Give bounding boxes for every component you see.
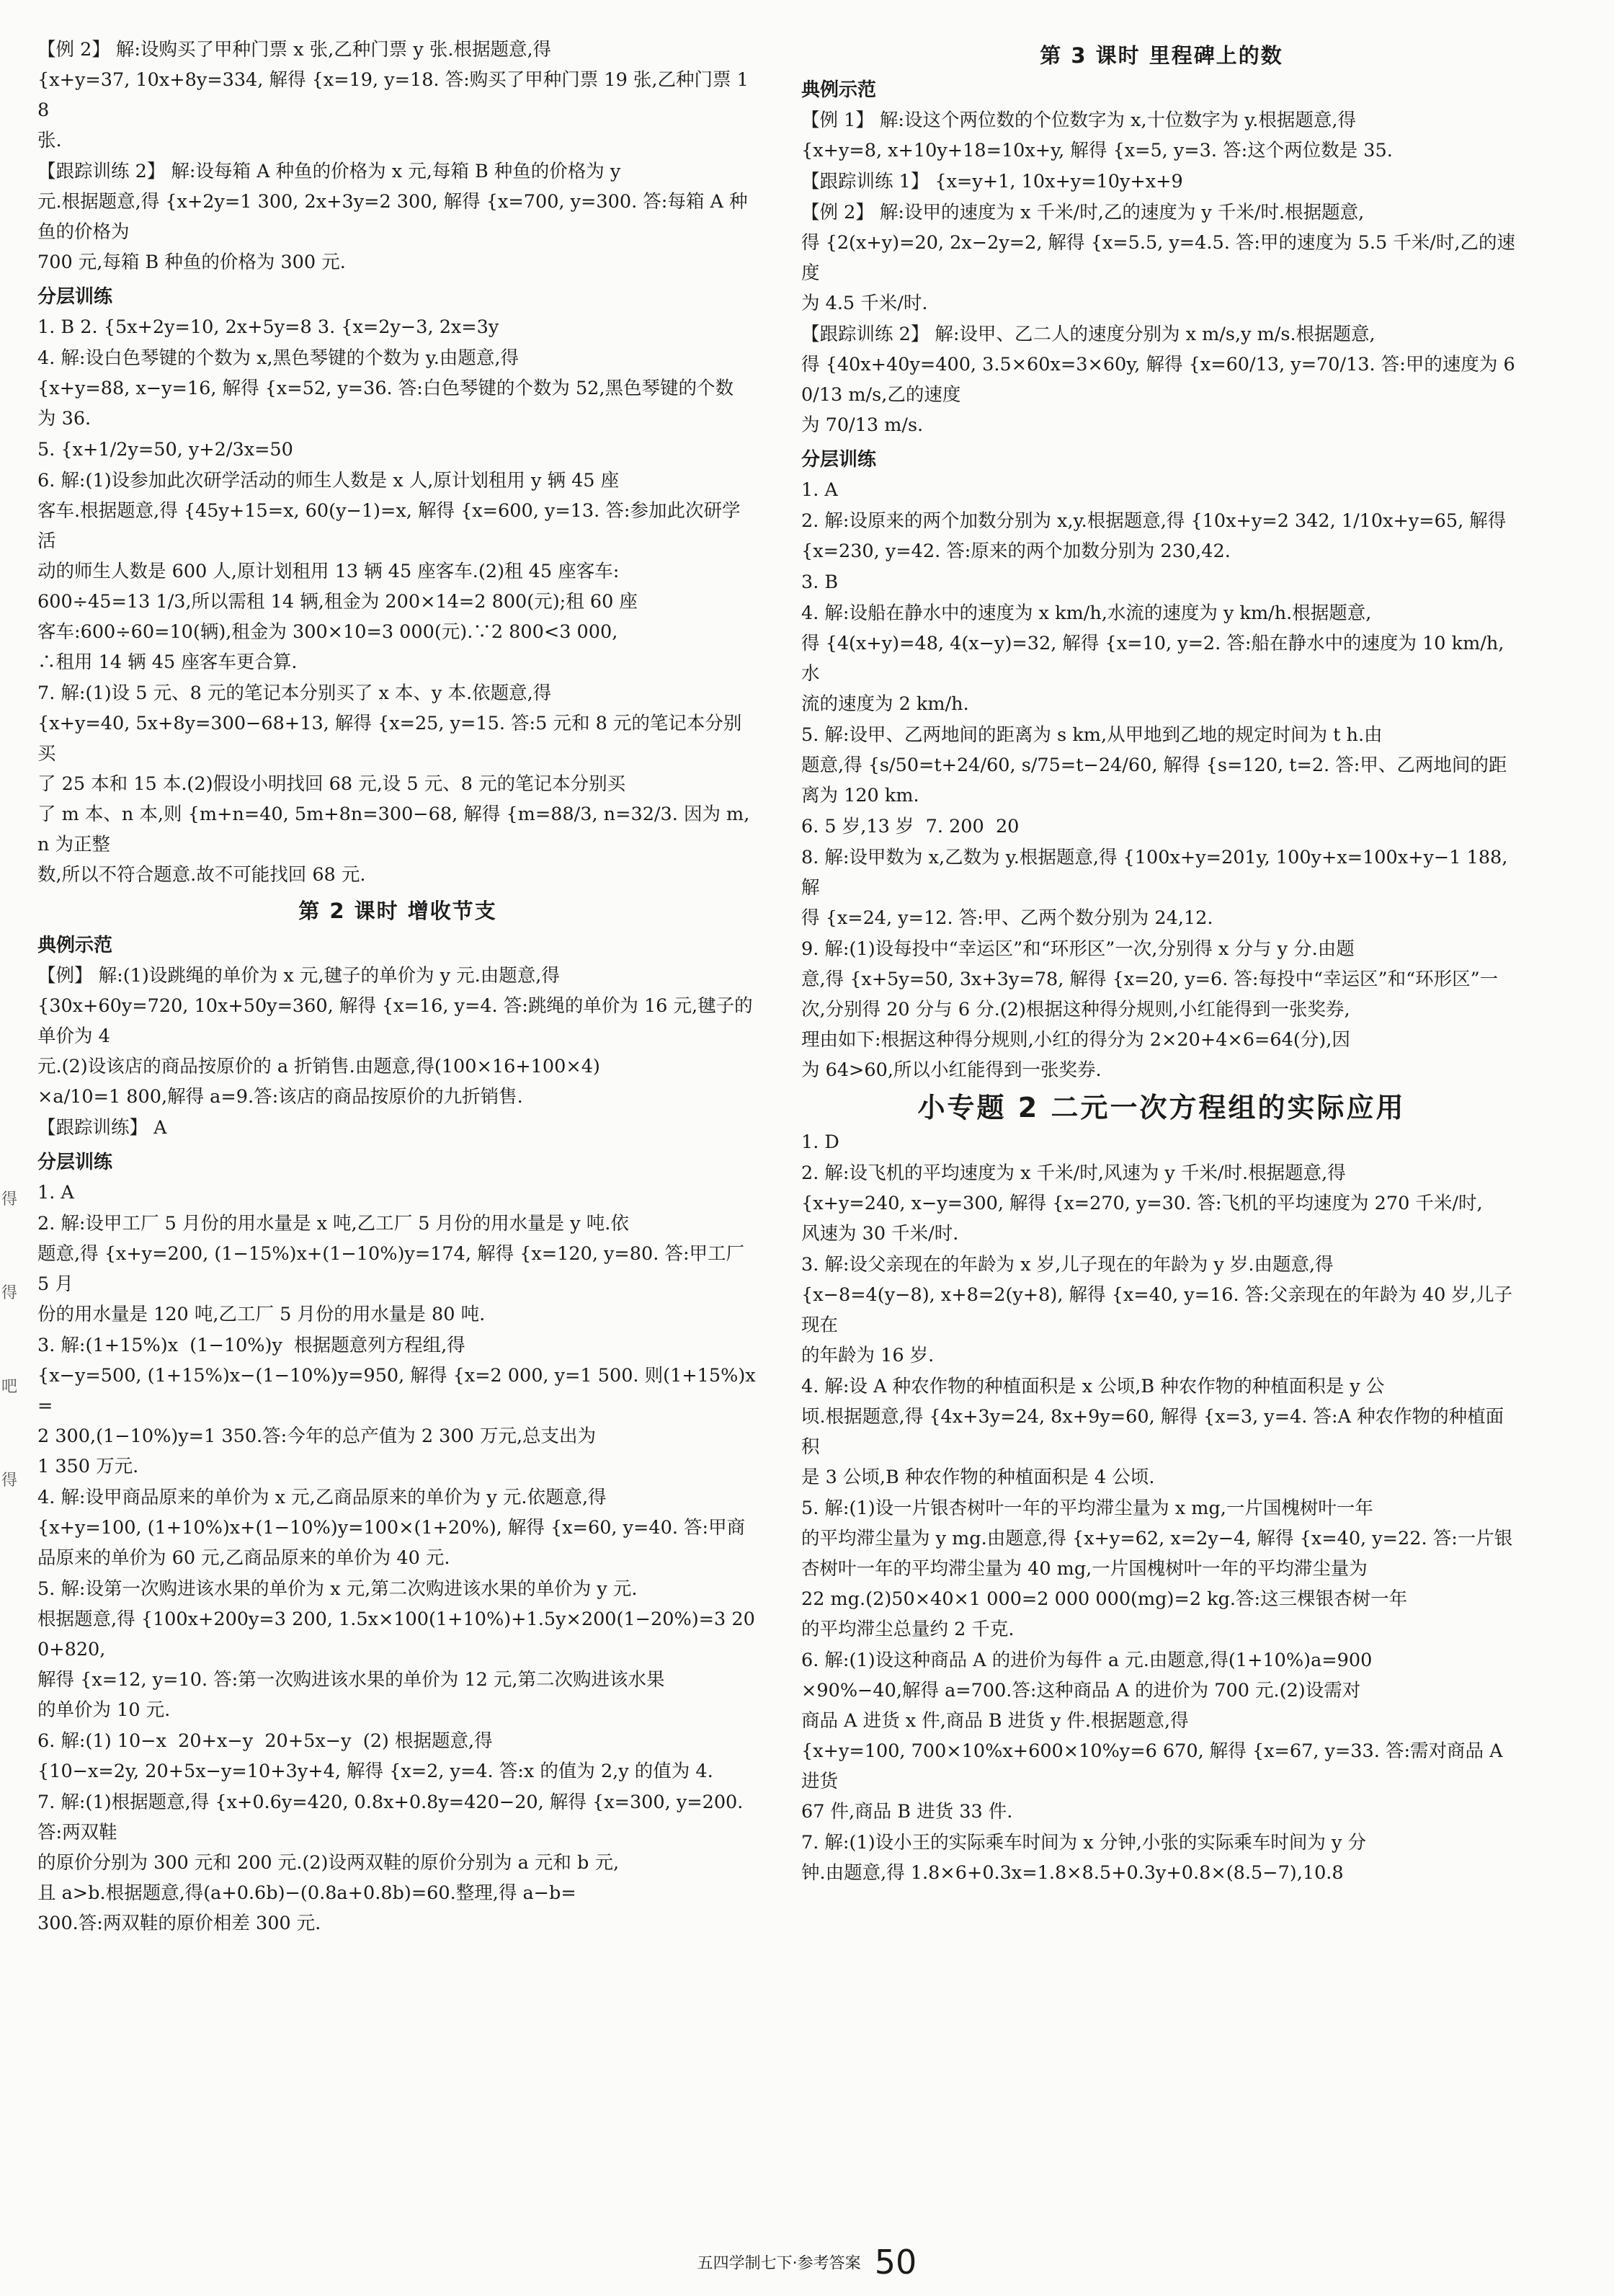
answer-line: 杏树叶一年的平均滞尘量为 40 mg,一片国槐树叶一年的平均滞尘量为 [801, 1558, 1368, 1580]
answer-item [37, 156, 758, 277]
answer-line: 理由如下:根据这种得分规则,小红的得分为 2×20+4×6=64(分),因 [801, 1029, 1350, 1051]
answer-item [801, 1828, 1522, 1888]
answer-line: 2. 解:设甲工厂 5 月份的用水量是 x 吨,乙工厂 5 月份的用水量是 y 吨.依 [37, 1213, 629, 1234]
answer-line: 是 3 公顷,B 种农作物的种植面积是 4 公顷. [801, 1467, 1155, 1488]
section-label: 分层训练 [801, 449, 877, 471]
answer-line: 2. 解:设原来的两个加数分别为 x,y.根据题意,得 {10x+y=2 342, 1/10x+y=65, 解得 [801, 510, 1507, 532]
answer-line: 为 64>60,所以小红能得到一张奖券. [801, 1059, 1102, 1081]
answer-line: 元.根据题意,得 {x+2y=1 300, 2x+3y=2 300, 解得 {x=700, y=300. 答:每箱 A 种鱼的价格为 [37, 191, 748, 243]
answer-line: 元.(2)设该店的商品按原价的 a 折销售.由题意,得(100×16+100×4) [37, 1056, 600, 1077]
answer-line: 6. 5 岁,13 岁 7. 200 20 [801, 816, 1020, 837]
answer-line: {x+y=8, x+10y+18=10x+y, 解得 {x=5, y=3. 答:这个两位数是 35. [801, 140, 1393, 161]
answer-item [801, 1250, 1522, 1371]
answer-item [801, 166, 1522, 197]
answer-item [37, 35, 758, 156]
answer-item [37, 1574, 758, 1725]
answer-line: 7. 解:(1)根据题意,得 {x+0.6y=420, 0.8x+0.8y=420−20, 解得 {x=300, y=200. 答:两双鞋 [37, 1792, 749, 1843]
answer-line: ×90%−40,解得 a=700.答:这种商品 A 的进价为 700 元.(2)设需对 [801, 1680, 1361, 1701]
answer-line: 【跟踪训练 2】 解:设甲、乙二人的速度分别为 x m/s,y m/s.根据题意, [801, 324, 1376, 345]
answer-item [801, 506, 1522, 566]
answer-item [37, 1330, 758, 1482]
answer-line: 的单价为 10 元. [37, 1699, 171, 1721]
answer-line: 8. 解:设甲数为 x,乙数为 y.根据题意,得 {100x+y=201y, 100y+x=100x+y−1 188, 解 [801, 847, 1514, 899]
answer-line: 5. {x+1/2y=50, y+2/3x=50 [37, 439, 293, 460]
answer-line: 且 a>b.根据题意,得(a+0.6b)−(0.8a+0.8b)=60.整理,得 a−b= [37, 1882, 576, 1904]
answer-line: 动的师生人数是 600 人,原计划租用 13 辆 45 座客车.(2)租 45 座客车: [37, 561, 620, 582]
answer-line: {10−x=2y, 20+5x−y=10+3y+4, 解得 {x=2, y=4. 答:x 的值为 2,y 的值为 4. [37, 1761, 713, 1782]
answer-line: 4. 解:设船在静水中的速度为 x km/h,水流的速度为 y km/h.根据题意, [801, 602, 1372, 624]
answer-line: {x−8=4(y−8), x+8=2(y+8), 解得 {x=40, y=16. 答:父亲现在的年龄为 40 岁,儿子现在 [801, 1284, 1513, 1336]
answer-line: 3. 解:设父亲现在的年龄为 x 岁,儿子现在的年龄为 y 岁.由题意,得 [801, 1254, 1334, 1276]
answer-line: 1 350 万元. [37, 1456, 139, 1477]
margin-mark: 得 [1, 1284, 18, 1302]
answer-line: 为 4.5 千米/时. [801, 293, 928, 314]
answer-item [801, 1645, 1522, 1827]
answer-line: 【跟踪训练】 A [37, 1117, 167, 1139]
answer-line: 意,得 {x+5y=50, 3x+3y=78, 解得 {x=20, y=6. 答:每投中“幸运区”和“环形区”一 [801, 969, 1499, 990]
answer-line: 得 {4(x+y)=48, 4(x−y)=32, 解得 {x=10, y=2. 答:船在静水中的速度为 10 km/h,水 [801, 633, 1504, 685]
answer-line: 1. A [801, 479, 838, 501]
answer-line: 客车.根据题意,得 {45y+15=x, 60(y−1)=x, 解得 {x=600, y=13. 答:参加此次研学活 [37, 500, 741, 552]
answer-line: 的平均滞尘总量约 2 千克. [801, 1619, 1015, 1640]
lesson-title: 第 2 课时 增收节支 [298, 899, 497, 923]
answer-line: 得 {40x+40y=400, 3.5×60x=3×60y, 解得 {x=60/13, y=70/13. 答:甲的速度为 60/13 m/s,乙的速度 [801, 354, 1515, 406]
answer-line: 客车:600÷60=10(辆),租金为 300×10=3 000(元).∵2 800<3 000, [37, 621, 618, 643]
answer-line: 得 {x=24, y=12. 答:甲、乙两个数分别为 24,12. [801, 907, 1213, 929]
answer-line: 4. 解:设白色琴键的个数为 x,黑色琴键的个数为 y.由题意,得 [37, 347, 519, 369]
answer-line: 份的用水量是 120 吨,乙工厂 5 月份的用水量是 80 吨. [37, 1304, 486, 1325]
answer-item [801, 934, 1522, 1085]
answer-line: 商品 A 进货 x 件,商品 B 进货 y 件.根据题意,得 [801, 1710, 1189, 1732]
answer-line: 6. 解:(1) 10−x 20+x−y 20+5x−y (2) 根据题意,得 [37, 1730, 493, 1752]
section-label: 典例示范 [801, 79, 877, 101]
answer-item [37, 1787, 758, 1939]
answer-line: 6. 解:(1)设这种商品 A 的进价为每件 a 元.由题意,得(1+10%)a=900 [801, 1650, 1373, 1671]
answer-line: 钟.由题意,得 1.8×6+0.3x=1.8×8.5+0.3y+0.8×(8.5−7),10.8 [801, 1862, 1344, 1884]
answer-line: 3. B [801, 571, 839, 593]
answer-line: {x+y=88, x−y=16, 解得 {x=52, y=36. 答:白色琴键的个数为 52,黑色琴键的个数 [37, 378, 734, 399]
binding-margin-marks [1, 1153, 18, 1528]
left-column [37, 35, 758, 1939]
answer-line: 4. 解:设甲商品原来的单价为 x 元,乙商品原来的单价为 y 元.依题意,得 [37, 1487, 607, 1508]
answer-line: 【例 2】 解:设购买了甲种门票 x 张,乙种门票 y 张.根据题意,得 [37, 39, 552, 61]
margin-mark: 得 [1, 1191, 18, 1209]
answer-line: 张. [37, 130, 62, 151]
footer-label: 五四学制七下·参考答案 [697, 2254, 861, 2273]
answer-item [801, 1371, 1522, 1492]
answer-line: 1. D [801, 1131, 839, 1153]
answer-line: 9. 解:(1)设每投中“幸运区”和“环形区”一次,分别得 x 分与 y 分.由题 [801, 938, 1355, 960]
answer-line: 顷.根据题意,得 {4x+3y=24, 8x+9y=60, 解得 {x=3, y=4. 答:A 种农作物的种植面积 [801, 1406, 1504, 1458]
answer-line: 流的速度为 2 km/h. [801, 693, 969, 715]
answer-line: 风速为 30 千米/时. [801, 1223, 959, 1245]
answer-line: 的年龄为 16 岁. [801, 1345, 935, 1366]
answer-item [801, 319, 1522, 440]
answer-line: 题意,得 {s/50=t+24/60, s/75=t−24/60, 解得 {s=120, t=2. 答:甲、乙两地间的距离为 120 km. [801, 755, 1507, 806]
answer-item [801, 1127, 1522, 1157]
margin-mark: 得 [1, 1472, 18, 1490]
answer-item [37, 1178, 758, 1208]
answer-line: 的原价分别为 300 元和 200 元.(2)设两双鞋的原价分别为 a 元和 b 元, [37, 1852, 620, 1874]
answer-line: 【跟踪训练 1】 {x=y+1, 10x+y=10y+x+9 [801, 171, 1183, 192]
answer-item [37, 1482, 758, 1573]
answer-line: 7. 解:(1)设 5 元、8 元的笔记本分别买了 x 本、y 本.依题意,得 [37, 682, 552, 704]
answer-item [801, 720, 1522, 811]
answer-line: 【跟踪训练 2】 解:设每箱 A 种鱼的价格为 x 元,每箱 B 种鱼的价格为 y [37, 161, 621, 182]
topic-title: 小专题 2 二元一次方程组的实际应用 [917, 1092, 1406, 1123]
answer-line: 5. 解:设甲、乙两地间的距离为 s km,从甲地到乙地的规定时间为 t h.由 [801, 724, 1383, 746]
answer-line: 的平均滞尘量为 y mg.由题意,得 {x+y=62, x=2y−4, 解得 {x=40, y=22. 答:一片银 [801, 1528, 1513, 1549]
answer-line: {x+y=100, 700×10%x+600×10%y=6 670, 解得 {x=67, y=33. 答:需对商品 A 进货 [801, 1740, 1509, 1792]
answer-line: 了 25 本和 15 本.(2)假设小明找回 68 元,设 5 元、8 元的笔记本分别买 [37, 773, 626, 795]
answer-item [37, 312, 758, 342]
answer-line: 1. B 2. {5x+2y=10, 2x+5y=8 3. {x=2y−3, 2x=3y [37, 316, 499, 338]
answer-line: 次,分别得 20 分与 6 分.(2)根据这种得分规则,小红能得到一张奖券, [801, 999, 1350, 1020]
answer-line: 5. 解:(1)设一片银杏树叶一年的平均滞尘量为 x mg,一片国槐树叶一年 [801, 1498, 1373, 1519]
answer-line: {x+y=40, 5x+8y=300−68+13, 解得 {x=25, y=15. 答:5 元和 8 元的笔记本分别买 [37, 713, 742, 765]
answer-item [801, 1158, 1522, 1249]
answer-line: 5. 解:设第一次购进该水果的单价为 x 元,第二次购进该水果的单价为 y 元. [37, 1578, 638, 1600]
answer-line: ∴租用 14 辆 45 座客车更合算. [37, 651, 298, 673]
answer-line: ×a/10=1 800,解得 a=9.答:该店的商品按原价的九折销售. [37, 1086, 523, 1108]
answer-line: 22 mg.(2)50×40×1 000=2 000 000(mg)=2 kg.答:这三棵银杏树一年 [801, 1588, 1408, 1610]
page-footer [0, 2243, 1614, 2282]
answer-item [801, 598, 1522, 719]
answer-item [37, 1113, 758, 1143]
answer-line: {30x+60y=720, 10x+50y=360, 解得 {x=16, y=4. 答:跳绳的单价为 16 元,毽子的单价为 4 [37, 995, 753, 1047]
answer-line: {x+y=100, (1+10%)x+(1−10%)y=100×(1+20%), 解得 {x=60, y=40. 答:甲商 [37, 1517, 746, 1539]
answer-item [801, 1493, 1522, 1645]
answer-item [37, 1209, 758, 1330]
answer-line: 【例】 解:(1)设跳绳的单价为 x 元,毽子的单价为 y 元.由题意,得 [37, 965, 560, 987]
answer-item [801, 105, 1522, 166]
answer-line: 6. 解:(1)设参加此次研学活动的师生人数是 x 人,原计划租用 y 辆 45 座 [37, 470, 620, 491]
answer-line: 数,所以不符合题意.故不可能找回 68 元. [37, 864, 366, 886]
answer-line: {x=230, y=42. 答:原来的两个加数分别为 230,42. [801, 540, 1231, 562]
answer-item [801, 475, 1522, 505]
answer-line: 根据题意,得 {100x+200y=3 200, 1.5x×100(1+10%)+1.5y×200(1−20%)=3 200+820, [37, 1608, 755, 1660]
answer-line: 了 m 本、n 本,则 {m+n=40, 5m+8n=300−68, 解得 {m=88/3, n=32/3. 因为 m,n 为正整 [37, 804, 750, 855]
answer-line: 为 36. [37, 408, 92, 430]
answer-item [37, 961, 758, 1112]
answer-line: 【例 1】 解:设这个两位数的个位数字为 x,十位数字为 y.根据题意,得 [801, 110, 1356, 131]
answer-item [37, 435, 758, 465]
page-number: 50 [874, 2243, 917, 2282]
answer-line: 为 70/13 m/s. [801, 414, 924, 436]
lesson-title: 第 3 课时 里程碑上的数 [1040, 43, 1283, 68]
answer-line: 300.答:两双鞋的原价相差 300 元. [37, 1913, 321, 1934]
answer-line: 600÷45=13 1/3,所以需租 14 辆,租金为 200×14=2 800(元);租 60 座 [37, 591, 638, 613]
answer-line: 题意,得 {x+y=200, (1−15%)x+(1−10%)y=174, 解得 {x=120, y=80. 答:甲工厂 5 月 [37, 1243, 751, 1295]
answer-line: 2. 解:设飞机的平均速度为 x 千米/时,风速为 y 千米/时.根据题意,得 [801, 1162, 1346, 1184]
answer-line: 3. 解:(1+15%)x (1−10%)y 根据题意列方程组,得 [37, 1335, 465, 1356]
answer-line: 解得 {x=12, y=10. 答:第一次购进该水果的单价为 12 元,第二次购进该水果 [37, 1669, 665, 1691]
answer-line: 700 元,每箱 B 种鱼的价格为 300 元. [37, 252, 346, 273]
answer-item [801, 811, 1522, 842]
answer-line: {x−y=500, (1+15%)x−(1−10%)y=950, 解得 {x=2 000, y=1 500. 则(1+15%)x= [37, 1365, 756, 1417]
margin-mark: 吧 [1, 1378, 18, 1396]
answer-item [37, 466, 758, 677]
answer-item [801, 197, 1522, 319]
answer-line: 得 {2(x+y)=20, 2x−2y=2, 解得 {x=5.5, y=4.5. 答:甲的速度为 5.5 千米/时,乙的速度 [801, 232, 1515, 284]
section-label: 典例示范 [37, 935, 113, 956]
answer-item [801, 842, 1522, 933]
answer-line: 1. A [37, 1182, 74, 1203]
answer-item [37, 1726, 758, 1786]
section-label: 分层训练 [37, 1152, 113, 1173]
answer-line: 品原来的单价为 60 元,乙商品原来的单价为 40 元. [37, 1547, 450, 1569]
answer-item [801, 567, 1522, 597]
answer-line: {x+y=240, x−y=300, 解得 {x=270, y=30. 答:飞机的平均速度为 270 千米/时, [801, 1193, 1483, 1214]
answer-line: 2 300,(1−10%)y=1 350.答:今年的总产值为 2 300 万元,总支出为 [37, 1425, 597, 1447]
answer-line: 67 件,商品 B 进货 33 件. [801, 1801, 1013, 1823]
answer-item [37, 343, 758, 434]
answer-item [37, 678, 758, 890]
answer-line: 7. 解:(1)设小王的实际乘车时间为 x 分钟,小张的实际乘车时间为 y 分 [801, 1832, 1366, 1854]
answer-line: {x+y=37, 10x+8y=334, 解得 {x=19, y=18. 答:购买了甲种门票 19 张,乙种门票 18 [37, 69, 749, 121]
answer-line: 4. 解:设 A 种农作物的种植面积是 x 公顷,B 种农作物的种植面积是 y 公 [801, 1376, 1385, 1397]
answer-line: 【例 2】 解:设甲的速度为 x 千米/时,乙的速度为 y 千米/时.根据题意, [801, 202, 1365, 223]
section-label: 分层训练 [37, 286, 113, 308]
right-column [801, 35, 1522, 1889]
